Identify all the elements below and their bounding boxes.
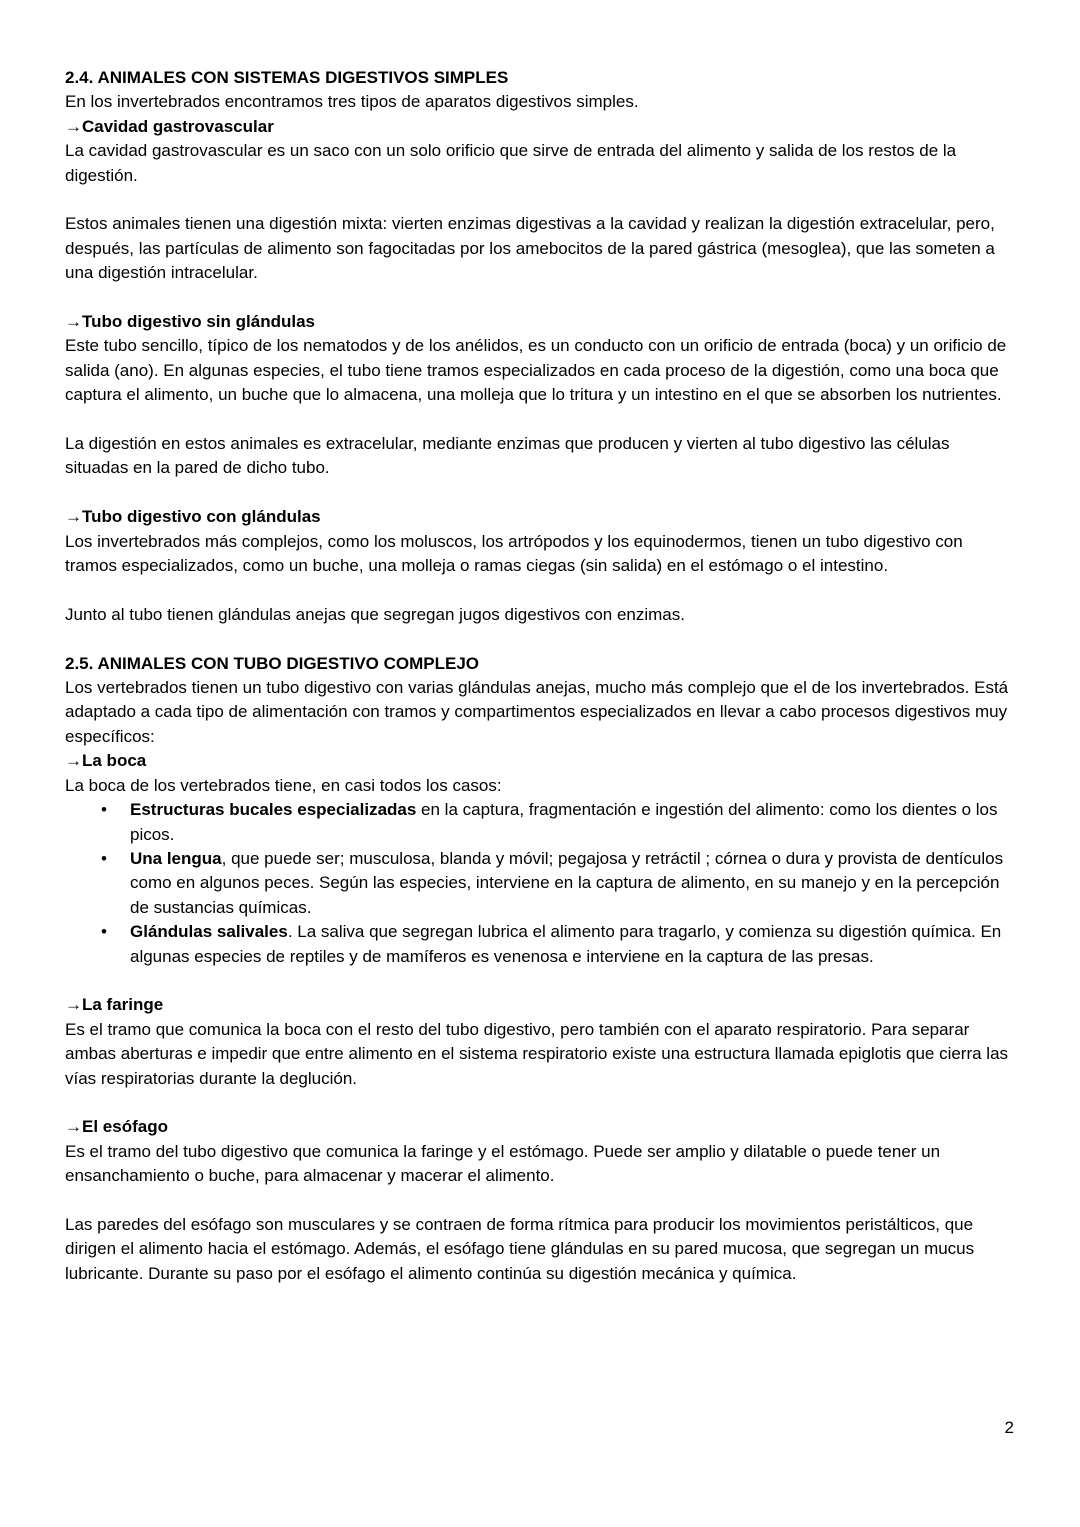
subheading-tubo-con-glandulas: →Tubo digestivo con glándulas <box>65 507 321 527</box>
paragraph: Junto al tubo tienen glándulas anejas que segregan jugos digestivos con enzimas. <box>65 604 685 624</box>
subheading-tubo-sin-glandulas: →Tubo digestivo sin glándulas <box>65 312 315 332</box>
list-item-bold: Estructuras bucales especializadas <box>130 800 417 820</box>
paragraph: La cavidad gastrovascular es un saco con un solo orificio que sirve de entrada del alimento y salida de los restos de la digestión. <box>65 141 957 185</box>
paragraph: Las paredes del esófago son musculares y se contraen de forma rítmica para producir los movimientos peristálticos, que dirigen el alimento hacia el estómago. Además, el esófago tiene glándulas en su pared mucosa, que segregan un mucus lubricante. Durante su paso por el esófago el alimento continúa su digestión mecánica y química. <box>65 1214 975 1283</box>
section-intro-2-4: En los invertebrados encontramos tres tipos de aparatos digestivos simples. <box>65 92 639 112</box>
document-page <box>65 66 1015 1286</box>
boca-bullet-list <box>65 798 1015 969</box>
paragraph: La digestión en estos animales es extracelular, mediante enzimas que producen y vierten al tubo digestivo las células situadas en la pared de dicho tubo. <box>65 434 950 478</box>
list-item <box>130 847 1015 920</box>
subheading-la-boca: →La boca <box>65 751 147 771</box>
section-title-2-5: 2.5. ANIMALES CON TUBO DIGESTIVO COMPLEJO <box>65 653 480 673</box>
subheading-cavidad-gastrovascular: →Cavidad gastrovascular <box>65 116 274 136</box>
list-item-text: . La saliva que segregan lubrica el alimento para tragarlo, y comienza su digestión química. En algunas especies de reptiles y de mamíferos es venenosa e interviene en la captura de las presas. <box>130 922 1002 966</box>
subheading-la-faringe: →La faringe <box>65 995 164 1015</box>
list-item <box>130 920 1015 969</box>
paragraph: Este tubo sencillo, típico de los nematodos y de los anélidos, es un conducto con un orificio de entrada (boca) y un orificio de salida (ano). En algunas especies, el tubo tiene tramos especializados en cada proceso de la digestión, como una boca que captura el alimento, un buche que lo almacena, una molleja que lo tritura y un intestino en el que se absorben los nutrientes. <box>65 336 1007 405</box>
list-item <box>130 798 1015 847</box>
page-number: 2 <box>1004 1418 1014 1437</box>
paragraph: Es el tramo que comunica la boca con el resto del tubo digestivo, pero también con el aparato respiratorio. Para separar ambas aberturas e impedir que entre alimento en el sistema respiratorio existe una estructura llamada epiglotis que cierra las vías respiratorias durante la deglución. <box>65 1019 1009 1088</box>
list-item-text: en la captura, fragmentación e ingestión del alimento: como los dientes o los picos. <box>130 800 998 844</box>
section-intro-2-5: Los vertebrados tienen un tubo digestivo con varias glándulas anejas, mucho más complejo que el de los invertebrados. Está adaptado a cada tipo de alimentación con tramos y compartimentos especializados en llevar a cabo procesos digestivos muy específicos: <box>65 678 1009 746</box>
paragraph: La boca de los vertebrados tiene, en casi todos los casos: <box>65 775 502 795</box>
section-title-2-4: 2.4. ANIMALES CON SISTEMAS DIGESTIVOS SIMPLES <box>65 68 509 87</box>
paragraph: Los invertebrados más complejos, como los moluscos, los artrópodos y los equinodermos, tienen un tubo digestivo con tramos especializados, como un buche, una molleja o ramas ciegas (sin salida) en el estómago o el intestino. <box>65 531 963 576</box>
list-item-text: , que puede ser; musculosa, blanda y móvil; pegajosa y retráctil ; córnea o dura y provista de dentículos como en algunos peces. Según las especies, interviene en la captura de alimento, en su manejo y en la percepción de sustancias químicas. <box>130 848 1004 917</box>
paragraph: Es el tramo del tubo digestivo que comunica la faringe y el estómago. Puede ser amplio y dilatable o puede tener un ensanchamiento o buche, para almacenar y macerar el alimento. <box>65 1141 941 1186</box>
paragraph: Estos animales tienen una digestión mixta: vierten enzimas digestivas a la cavidad y realizan la digestión extracelular, pero, después, las partículas de alimento son fagocitadas por los amebocitos de la pared gástrica (mesoglea), que las someten a una digestión intracelular. <box>65 214 995 283</box>
subheading-el-esofago: →El esófago <box>65 1117 168 1137</box>
list-item-bold: Glándulas salivales <box>130 922 288 942</box>
list-item-bold: Una lengua <box>130 848 222 868</box>
